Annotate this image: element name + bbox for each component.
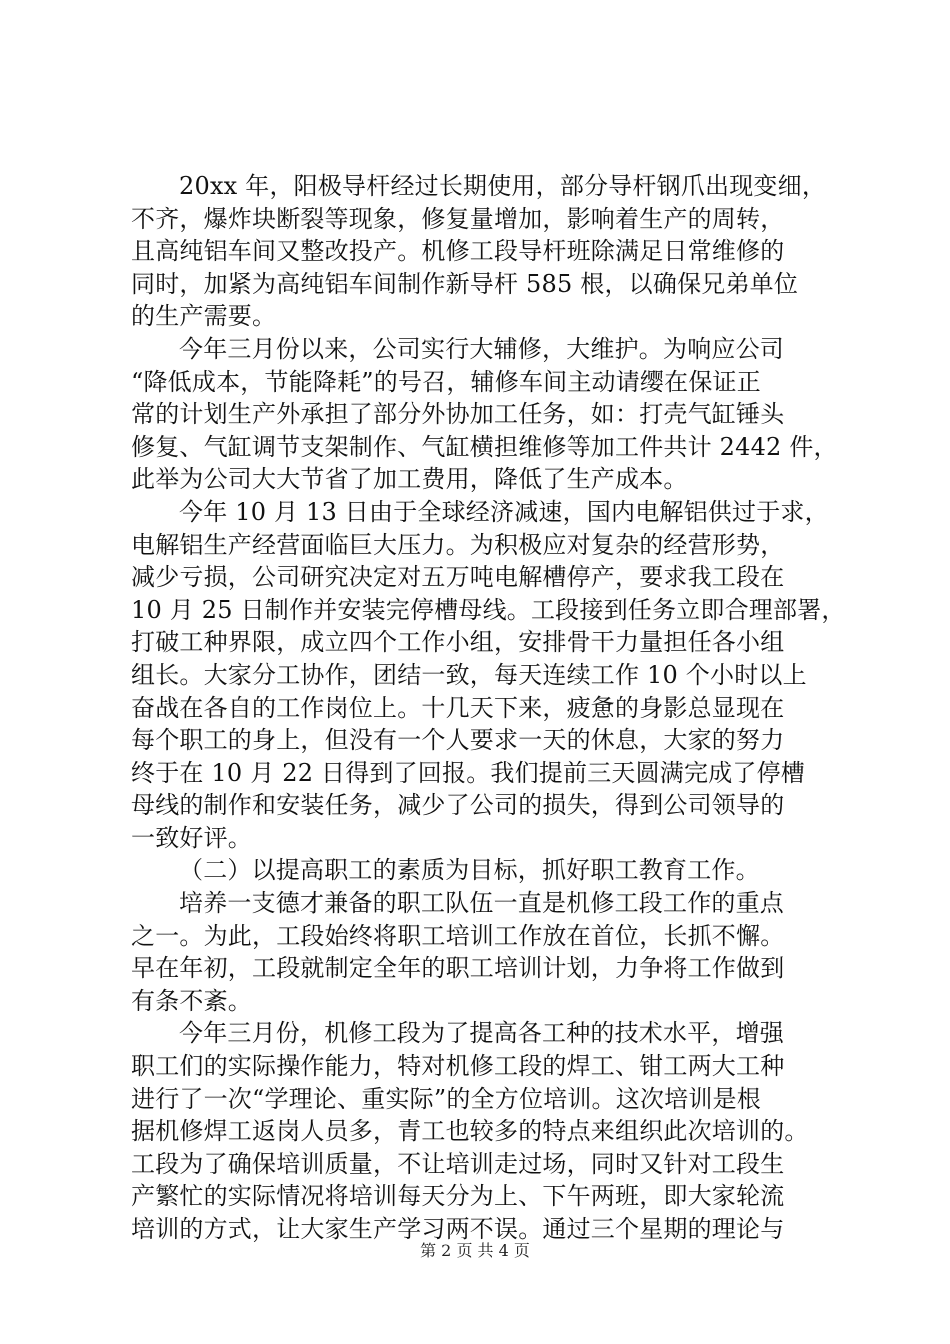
text-line: 母线的制作和安装任务，减少了公司的损失，得到公司领导的 — [131, 791, 785, 820]
text-line: 有条不紊。 — [131, 986, 252, 1015]
text-line: 同时，加紧为高纯铝车间制作新导杆 585 根，以确保兄弟单位 — [131, 269, 799, 298]
text-line: （二）以提高职工的素质为目标，抓好职工教育工作。 — [179, 856, 760, 885]
text-line: 减少亏损，公司研究决定对五万吨电解槽停产，要求我工段在 — [131, 563, 785, 592]
text-line: 进行了一次“学理论、重实际”的全方位培训。这次培训是根 — [131, 1084, 761, 1113]
text-line: 早在年初，工段就制定全年的职工培训计划，力争将工作做到 — [131, 954, 785, 983]
text-line: 培养一支德才兼备的职工队伍一直是机修工段工作的重点 — [179, 889, 784, 918]
text-line: 今年三月份，机修工段为了提高各工种的技术水平，增强 — [179, 1019, 784, 1048]
text-line: 的生产需要。 — [131, 302, 277, 331]
text-line: 常的计划生产外承担了部分外协加工任务，如：打壳气缸锤头 — [131, 400, 785, 429]
text-line: 据机修焊工返岗人员多，青工也较多的特点来组织此次培训的。 — [131, 1117, 809, 1146]
text-line: 组长。大家分工协作，团结一致，每天连续工作 10 个小时以上 — [131, 660, 807, 689]
text-line: 电解铝生产经营面临巨大压力。为积极应对复杂的经营形势， — [131, 530, 785, 559]
text-line: 20xx 年，阳极导杆经过长期使用，部分导杆钢爪出现变细， — [179, 172, 827, 200]
text-line: 奋战在各自的工作岗位上。十几天下来，疲惫的身影总显现在 — [131, 693, 785, 722]
text-line: 产繁忙的实际情况将培训每天分为上、下午两班，即大家轮流 — [131, 1182, 785, 1211]
text-line: 且高纯铝车间又整改投产。机修工段导杆班除满足日常维修的 — [131, 237, 785, 266]
text-line: 此举为公司大大节省了加工费用，降低了生产成本。 — [131, 465, 688, 494]
text-line: 打破工种界限，成立四个工作小组，安排骨干力量担任各小组 — [131, 628, 785, 657]
text-line: 职工们的实际操作能力，特对机修工段的焊工、钳工两大工种 — [131, 1052, 785, 1081]
text-line: 工段为了确保培训质量，不让培训走过场，同时又针对工段生 — [131, 1149, 785, 1178]
text-line: 培训的方式，让大家生产学习两不误。通过三个星期的理论与 — [131, 1215, 785, 1243]
text-line: 之一。为此，工段始终将职工培训工作放在首位，长抓不懈。 — [131, 921, 785, 950]
text-line: 终于在 10 月 22 日得到了回报。我们提前三天圆满完成了停槽 — [131, 758, 805, 787]
text-line: 不齐，爆炸块断裂等现象，修复量增加，影响着生产的周转， — [131, 204, 785, 233]
text-line: “降低成本，节能降耗”的号召，辅修车间主动请缨在保证正 — [131, 367, 761, 396]
text-line: 10 月 25 日制作并安装完停槽母线。工段接到任务立即合理部署， — [131, 595, 846, 624]
text-line: 一致好评。 — [131, 823, 252, 852]
text-line: 今年三月份以来，公司实行大辅修，大维护。为响应公司 — [179, 334, 784, 363]
text-line: 每个职工的身上，但没有一个人要求一天的休息，大家的努力 — [131, 726, 785, 755]
document-body — [131, 170, 846, 1246]
text-line: 今年 10 月 13 日由于全球经济减速，国内电解铝供过于求， — [179, 497, 829, 526]
text-line: 修复、气缸调节支架制作、气缸横担维修等加工件共计 2442 件， — [131, 432, 838, 461]
page-footer: 第 2 页 共 4 页 — [420, 1241, 530, 1260]
